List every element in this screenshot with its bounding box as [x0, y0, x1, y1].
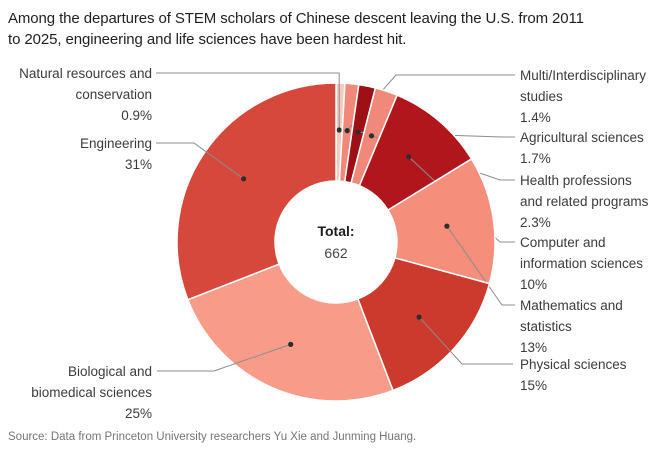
slice-label-biological [0, 361, 152, 424]
callout-dot-computer [406, 154, 411, 159]
chart-title-line-1: Among the departures of STEM scholars of Chinese descent leaving the U.S. from 2011 [8, 10, 584, 27]
slice-label-text: and related programs [520, 194, 649, 209]
slice-label-text: statistics [520, 319, 572, 334]
slice-label-text: studies [520, 89, 563, 104]
total-value: 662 [324, 245, 348, 261]
donut-center-label [317, 223, 354, 261]
slice-pct: 10% [520, 277, 548, 292]
slice-label-text: Physical sciences [520, 357, 627, 372]
source-note: Source: Data from Princeton University researchers Yu Xie and Junming Huang. [8, 431, 417, 443]
slice-pct: 13% [520, 340, 548, 355]
slice-label-physical [520, 354, 670, 396]
slice-label-health [520, 170, 670, 233]
slice-pct: 1.7% [520, 151, 551, 166]
callout-dot-biological [288, 342, 293, 347]
slice-pct: 15% [520, 378, 548, 393]
slice-label-text: Computer and [520, 235, 606, 250]
total-label: Total: [317, 223, 355, 239]
callout-dot-math [444, 224, 449, 229]
callout-dot-physical [417, 315, 422, 320]
slice-label-math [520, 295, 670, 358]
callout-dot-multi [345, 128, 350, 133]
slice-label-text: Natural resources and [19, 66, 152, 81]
callout-dot-natural [337, 127, 342, 132]
slice-label-agricultural [520, 127, 670, 169]
slice-label-text: Multi/Interdisciplinary [520, 68, 647, 83]
slice-label-natural [0, 63, 152, 126]
slice-pct: 2.3% [520, 215, 551, 230]
slice-label-text: information sciences [520, 256, 644, 271]
callout-dot-health [369, 133, 374, 138]
slice-label-multi [520, 65, 670, 128]
callout-dot-agricultural [355, 130, 360, 135]
slice-label-engineering [0, 133, 152, 175]
slice-pct: 0.9% [121, 108, 152, 123]
chart-title-line-2: to 2025, engineering and life sciences have been hardest hit. [8, 31, 407, 48]
slice-pct: 1.4% [520, 110, 551, 125]
slice-label-text: conservation [75, 87, 152, 102]
slice-pct: 25% [124, 406, 152, 421]
slice-label-text: Mathematics and [520, 298, 623, 313]
slice-engineering[interactable] [177, 83, 336, 300]
slice-label-text: Health professions [520, 173, 632, 188]
slice-label-text: biomedical sciences [31, 385, 152, 400]
slice-label-text: Biological and [67, 364, 152, 379]
slice-pct: 31% [124, 157, 152, 172]
slice-label-text: Engineering [79, 136, 152, 151]
slice-label-computer [520, 232, 670, 295]
slice-label-text: Agricultural sciences [520, 130, 644, 145]
callout-dot-engineering [241, 176, 246, 181]
